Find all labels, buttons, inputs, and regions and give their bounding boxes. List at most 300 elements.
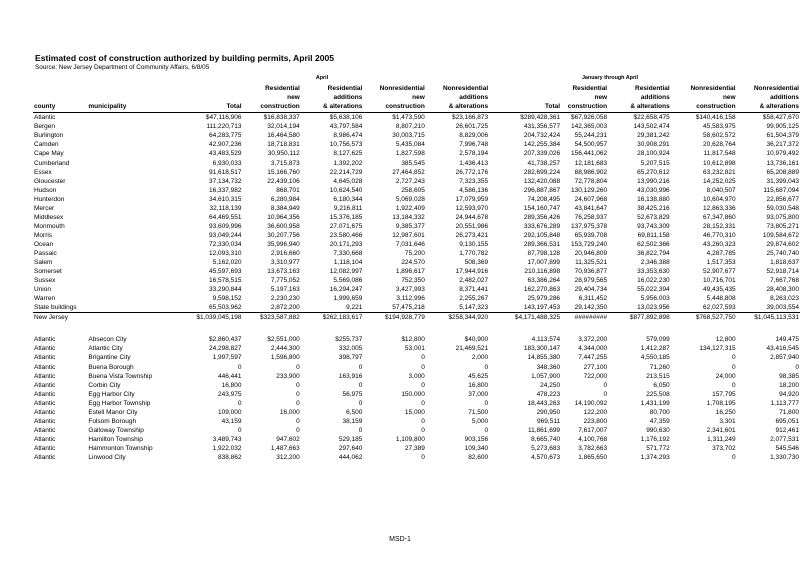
value-cell: $12,800 [401, 336, 425, 344]
value-cell: 3,301 [719, 417, 736, 425]
value-cell: 93,743,309 [637, 222, 670, 230]
value-cell: $877,892,898 [608, 313, 671, 323]
municipality-cell [87, 276, 165, 285]
value-cell: 0 [358, 426, 363, 434]
municipality-row [33, 353, 800, 362]
county-cell: Atlantic [34, 345, 56, 353]
value-cell: 243,975 [218, 390, 242, 398]
value-cell: 2,077,531 [770, 435, 799, 443]
county-cell: Atlantic [34, 408, 56, 416]
value-cell: 27,464,852 [392, 168, 425, 176]
municipality-cell [87, 222, 165, 231]
value-cell: $140,416,158 [695, 114, 736, 122]
value-cell: 16,337,982 [208, 186, 242, 194]
value-cell: 99,905,125 [766, 123, 799, 131]
value-cell: 55,244,231 [574, 132, 608, 140]
municipality-cell [87, 113, 165, 123]
value-cell: 1,596,800 [270, 354, 300, 362]
value-cell: 0 [358, 381, 363, 389]
county-cell: Mercer [34, 204, 55, 212]
value-cell: 38,425,216 [637, 204, 670, 212]
value-cell: $47,116,906 [205, 114, 242, 122]
value-cell: 24,298,827 [208, 345, 242, 353]
value-cell: 3,427,993 [395, 286, 425, 294]
value-cell: 16,022,230 [637, 277, 670, 285]
value-cell: 32,118,139 [209, 204, 242, 212]
county-row [33, 140, 800, 149]
value-cell: 132,420,088 [523, 177, 561, 185]
value-cell: 290,950 [536, 408, 561, 416]
value-cell: 2,255,267 [459, 295, 489, 303]
value-cell: 233,900 [276, 372, 300, 380]
value-cell: 72,330,034 [208, 240, 242, 248]
value-cell: 969,511 [537, 417, 561, 425]
municipality-cell [87, 313, 165, 323]
value-cell: 1,330,730 [770, 453, 799, 461]
county-cell: Atlantic [34, 363, 56, 371]
county-cell: New Jersey [33, 313, 87, 323]
value-cell: 225,508 [646, 390, 670, 398]
value-cell: 9,598,152 [212, 295, 242, 303]
value-cell: 143,197,453 [523, 304, 561, 312]
value-cell: 5,162,020 [212, 259, 242, 267]
municipality-cell [87, 249, 165, 258]
value-cell: 55,022,394 [637, 286, 670, 294]
value-cell: 80,700 [649, 408, 670, 416]
value-cell: 1,176,192 [640, 435, 670, 443]
municipality-cell [87, 285, 165, 294]
value-cell: 224,570 [401, 259, 425, 267]
county-row [33, 240, 800, 249]
municipality-row [33, 444, 800, 453]
value-cell: 9,130,155 [459, 240, 489, 248]
value-cell: $289,428,361 [520, 114, 561, 122]
county-cell: Burlington [34, 132, 64, 140]
value-cell: 210,116,898 [524, 268, 561, 276]
value-cell: 446,441 [218, 372, 242, 380]
col-nonres-alt: Nonresidential additions & alterations [426, 84, 489, 113]
value-cell: 12,593,970 [455, 204, 489, 212]
value-cell: $2,860,437 [208, 336, 242, 344]
col-nonres-new: Nonresidential new construction [363, 84, 425, 113]
county-cell: Atlantic [34, 381, 56, 389]
value-cell: 2,341,601 [706, 426, 736, 434]
value-cell: 1,708,195 [706, 399, 736, 407]
value-cell: 143,502,474 [633, 123, 670, 131]
value-cell: 137,975,378 [570, 222, 608, 230]
county-cell: Sussex [34, 277, 56, 285]
value-cell: 25,979,286 [527, 295, 561, 303]
value-cell: 30,207,756 [267, 231, 300, 239]
municipality-cell: Egg Harbor City [88, 390, 135, 398]
municipality-row [33, 363, 800, 372]
value-cell: 1,896,617 [395, 268, 425, 276]
value-cell: 38,159 [342, 417, 363, 425]
value-cell: 277,100 [583, 363, 608, 371]
value-cell: 545,546 [775, 444, 799, 452]
value-cell: 12,082,997 [329, 268, 363, 276]
value-cell: 1,057,900 [531, 372, 561, 380]
county-cell: Ocean [34, 240, 54, 248]
value-cell: 292,105,848 [523, 231, 561, 239]
value-cell: 695,051 [775, 417, 799, 425]
value-cell: 16,800 [221, 381, 242, 389]
value-cell: 20,551,986 [455, 222, 489, 230]
value-cell: 70,936,877 [574, 268, 608, 276]
col-res-new-ytd: Residential new construction [561, 84, 608, 113]
value-cell: 10,612,898 [703, 159, 736, 167]
col-res-alt: Residential additions & alterations [301, 84, 364, 113]
group-label-ytd: January through April [581, 75, 639, 81]
value-cell: 13,736,161 [766, 159, 799, 167]
value-cell: 76,258,937 [574, 213, 608, 221]
municipality-row [33, 417, 800, 426]
value-cell: 20,171,293 [329, 240, 363, 248]
value-cell: 34,610,315 [208, 195, 242, 203]
value-cell: 29,874,602 [766, 240, 799, 248]
value-cell: 312,200 [276, 453, 300, 461]
value-cell: 14,855,380 [527, 354, 561, 362]
value-cell: 990,630 [646, 426, 670, 434]
county-row [33, 249, 800, 258]
value-cell: 20,946,809 [574, 249, 608, 257]
county-row [33, 131, 800, 140]
value-cell: 73,805,271 [766, 222, 799, 230]
value-cell: 109,340 [464, 444, 489, 452]
value-cell: 296,887,867 [523, 186, 561, 194]
value-cell: 0 [421, 381, 425, 389]
county-cell: Atlantic [34, 354, 56, 362]
county-cell: Atlantic [34, 390, 56, 398]
value-cell: $40,900 [464, 336, 489, 344]
value-cell: 1,999,659 [333, 295, 363, 303]
value-cell: 5,069,028 [395, 195, 425, 203]
value-cell: 13,990,216 [637, 177, 670, 185]
value-cell: 18,718,831 [267, 141, 300, 149]
value-cell: 2,444,300 [270, 345, 300, 353]
value-cell: 61,504,379 [766, 132, 799, 140]
value-cell: 64,283,775 [208, 132, 242, 140]
county-cell: Passaic [34, 249, 57, 257]
municipality-cell [87, 240, 165, 249]
county-cell: Bergen [34, 123, 55, 131]
value-cell: 18,200 [779, 381, 799, 389]
value-cell: 93,609,996 [208, 222, 242, 230]
municipality-cell [87, 168, 165, 177]
value-cell: 52,918,714 [766, 268, 799, 276]
county-row [33, 222, 800, 231]
value-cell: 8,807,210 [395, 123, 425, 131]
value-cell: 4,550,185 [640, 354, 670, 362]
value-cell: 5,147,323 [459, 304, 489, 312]
county-row [33, 276, 800, 285]
value-cell: 2,346,388 [640, 259, 670, 267]
value-cell: $323,587,882 [243, 313, 301, 323]
county-cell: Middlesex [34, 213, 64, 221]
municipality-cell [87, 149, 165, 158]
source-note: Source: New Jersey Department of Community Affairs, 6/8/05 [35, 64, 210, 71]
value-cell: 2,230,230 [270, 295, 300, 303]
value-cell: $4,171,488,325 [489, 313, 561, 323]
value-cell: 333,676,289 [523, 222, 561, 230]
value-cell: $23,166,873 [451, 114, 489, 122]
value-cell: 3,782,663 [578, 444, 608, 452]
value-cell: 0 [296, 363, 300, 371]
value-cell: 0 [795, 363, 799, 371]
value-cell: 30,003,715 [392, 132, 425, 140]
municipality-row [33, 453, 800, 462]
value-cell: 16,464,580 [267, 132, 300, 140]
county-row [33, 231, 800, 240]
value-cell: 17,007,899 [527, 259, 561, 267]
municipality-cell: Estell Manor City [88, 408, 138, 416]
value-cell: 29,404,734 [574, 286, 608, 294]
value-cell: 74,208,495 [527, 195, 561, 203]
value-cell: 75,200 [404, 249, 425, 257]
value-cell: 2,000 [471, 354, 489, 362]
value-cell: 6,280,984 [270, 195, 300, 203]
value-cell: 154,160,747 [523, 204, 561, 212]
value-cell: 23,580,466 [329, 231, 363, 239]
municipality-cell [87, 294, 165, 303]
value-cell: 28,408,300 [766, 286, 799, 294]
value-cell: 3,112,996 [396, 295, 425, 303]
col-total: Total [165, 84, 242, 113]
value-cell: 59,030,548 [766, 204, 799, 212]
value-cell: 63,232,821 [703, 168, 736, 176]
value-cell: 1,431,199 [640, 399, 670, 407]
group-label-month: April [315, 75, 329, 81]
municipality-cell: Buena Borough [88, 363, 134, 371]
municipality-cell [87, 267, 165, 276]
value-cell: 8,127,625 [333, 150, 363, 158]
value-cell: 0 [731, 381, 736, 389]
municipality-cell: Corbin City [88, 381, 121, 389]
value-cell: 91,618,517 [208, 168, 242, 176]
value-cell: 0 [421, 426, 425, 434]
value-cell: 1,827,598 [395, 150, 425, 158]
value-cell: 24,250 [540, 381, 561, 389]
value-cell: 109,584,672 [762, 231, 799, 239]
value-cell: 12,093,310 [208, 249, 242, 257]
value-cell: $1,473,590 [392, 114, 425, 122]
municipality-cell: Brigantine City [88, 354, 131, 362]
value-cell: 11,325,521 [575, 259, 608, 267]
value-cell: 1,113,777 [770, 399, 799, 407]
value-cell: 36,217,372 [766, 141, 799, 149]
value-cell: 0 [421, 354, 425, 362]
municipality-cell [87, 258, 165, 267]
value-cell: 35,996,940 [267, 240, 300, 248]
value-cell: 8,263,023 [770, 295, 799, 303]
value-cell: 25,740,740 [766, 249, 799, 257]
municipality-row [33, 408, 800, 417]
value-cell: 903,156 [464, 435, 489, 443]
value-cell: 26,601,725 [455, 123, 489, 131]
value-cell: 10,624,540 [329, 186, 363, 194]
value-cell: 20,628,764 [703, 141, 736, 149]
value-cell: 93,075,800 [766, 213, 799, 221]
value-cell: 67,347,860 [703, 213, 736, 221]
county-cell: Union [34, 286, 51, 294]
value-cell: 27,071,675 [329, 222, 363, 230]
value-cell: 5,448,808 [706, 295, 736, 303]
county-row [33, 267, 800, 276]
county-cell: Essex [34, 168, 52, 176]
value-cell: 1,487,663 [270, 444, 300, 452]
value-cell: 16,578,515 [208, 277, 242, 285]
value-cell: 150,000 [401, 390, 425, 398]
value-cell: 1,865,650 [578, 453, 608, 461]
value-cell: 0 [421, 363, 425, 371]
value-cell: $1,039,045,198 [165, 313, 242, 323]
value-cell: 47,359 [649, 417, 670, 425]
municipality-cell [87, 231, 165, 240]
value-cell: 0 [296, 390, 300, 398]
value-cell: 10,756,573 [329, 141, 363, 149]
col-nonres-new-ytd: Nonresidential new construction [671, 84, 737, 113]
value-cell: 156,441,062 [570, 150, 608, 158]
value-cell: 2,727,243 [395, 177, 425, 185]
county-cell: Atlantic [34, 114, 56, 122]
value-cell: 6,180,344 [333, 195, 363, 203]
municipality-cell [87, 303, 165, 313]
county-cell: Hudson [34, 186, 57, 194]
value-cell: 385,545 [401, 159, 425, 167]
value-cell: 289,356,426 [523, 213, 561, 221]
value-cell: 45,583,975 [703, 123, 736, 131]
value-cell: 1,818,637 [770, 259, 799, 267]
municipality-row [33, 426, 800, 435]
value-cell: 0 [603, 390, 608, 398]
value-cell: 43,483,529 [208, 150, 242, 158]
value-cell: 2,916,660 [270, 249, 300, 257]
value-cell: 43,416,545 [766, 345, 799, 353]
county-row [33, 149, 800, 158]
col-municipality: municipality [87, 84, 165, 113]
value-cell: ######### [561, 313, 608, 323]
value-cell: 1,374,293 [640, 453, 670, 461]
value-cell: 4,586,136 [459, 186, 489, 194]
value-cell: 57,475,218 [392, 304, 425, 312]
county-cell: State buildings [34, 304, 77, 312]
value-cell: 16,138,880 [637, 195, 670, 203]
county-cell: Atlantic [34, 336, 56, 344]
value-cell: 37,134,732 [208, 177, 242, 185]
value-cell: 12,863,336 [703, 204, 736, 212]
value-cell: 2,857,940 [770, 354, 799, 362]
municipality-cell: Galloway Township [88, 426, 144, 434]
value-cell: 2,578,194 [459, 150, 489, 158]
county-row [33, 159, 800, 168]
municipality-cell: Hammonton Township [88, 444, 153, 452]
value-cell: 16,800 [468, 381, 489, 389]
value-cell: 10,716,701 [703, 277, 736, 285]
value-cell: 3,310,977 [270, 259, 300, 267]
value-cell: 43,841,647 [574, 204, 608, 212]
value-cell: 21,469,521 [455, 345, 489, 353]
value-cell: 223,800 [583, 417, 608, 425]
value-cell: 12,987,601 [392, 231, 425, 239]
value-cell: 122,200 [583, 408, 608, 416]
value-cell: 6,930,033 [212, 159, 242, 167]
county-cell: Atlantic [34, 417, 56, 425]
page-footer: MSD-1 [389, 536, 411, 543]
value-cell: 33,290,844 [208, 286, 242, 294]
county-row [33, 204, 800, 213]
value-cell: 0 [421, 399, 425, 407]
value-cell: 43,260,323 [703, 240, 736, 248]
municipality-cell [87, 131, 165, 140]
value-cell: 65,503,962 [208, 304, 242, 312]
value-cell: 5,435,084 [395, 141, 425, 149]
value-cell: $5,638,106 [329, 114, 363, 122]
value-cell: 1,997,597 [212, 354, 242, 362]
county-row [33, 303, 800, 313]
value-cell: 42,907,236 [208, 141, 242, 149]
value-cell: 62,027,593 [703, 304, 736, 312]
value-cell: 62,502,366 [637, 240, 670, 248]
value-cell: 1,311,249 [707, 435, 736, 443]
value-cell: 1,436,413 [459, 159, 489, 167]
municipality-cell: Folsom Borough [88, 417, 137, 425]
value-cell: $194,928,779 [363, 313, 425, 323]
value-cell: 4,100,768 [578, 435, 608, 443]
value-cell: 65,208,889 [766, 168, 799, 176]
value-cell: 149,475 [775, 336, 799, 344]
municipality-row [33, 390, 800, 399]
value-cell: 24,607,968 [574, 195, 608, 203]
value-cell: 348,360 [536, 363, 561, 371]
value-cell: 8,986,474 [333, 132, 363, 140]
value-cell: 134,127,315 [699, 345, 736, 353]
value-cell: 43,797,584 [329, 123, 363, 131]
municipality-cell: Linwood City [88, 453, 126, 461]
value-cell: 33,353,630 [637, 268, 670, 276]
municipality-cell: Hamilton Township [88, 435, 143, 443]
value-cell: 71,800 [779, 408, 799, 416]
col-total-ytd: Total [489, 84, 561, 113]
value-cell: 722,000 [583, 372, 608, 380]
value-cell: 282,699,224 [523, 168, 561, 176]
value-cell: 17,079,959 [455, 195, 489, 203]
value-cell: 26,772,176 [455, 168, 489, 176]
municipality-row [33, 381, 800, 390]
value-cell: 9,221 [346, 304, 363, 312]
value-cell: 12,800 [715, 336, 736, 344]
value-cell: $1,045,113,531 [737, 313, 800, 323]
county-row [33, 294, 800, 303]
county-cell: Camden [34, 141, 59, 149]
value-cell: 88,986,902 [574, 168, 608, 176]
value-cell: 204,732,424 [523, 132, 561, 140]
value-cell: 37,000 [468, 390, 489, 398]
value-cell: $22,658,475 [633, 114, 670, 122]
value-cell: 94,920 [779, 390, 799, 398]
value-cell: 31,399,043 [766, 177, 799, 185]
county-row [33, 285, 800, 294]
county-cell: Hunterdon [34, 195, 65, 203]
value-cell: 0 [731, 354, 736, 362]
value-cell: 7,667,768 [770, 277, 799, 285]
value-cell: 8,384,949 [270, 204, 300, 212]
value-cell: 98,385 [779, 372, 799, 380]
value-cell: 0 [296, 426, 300, 434]
value-cell: 43,159 [221, 417, 242, 425]
county-row [33, 258, 800, 267]
value-cell: 27,389 [404, 444, 425, 452]
value-cell: 1,392,202 [333, 159, 363, 167]
